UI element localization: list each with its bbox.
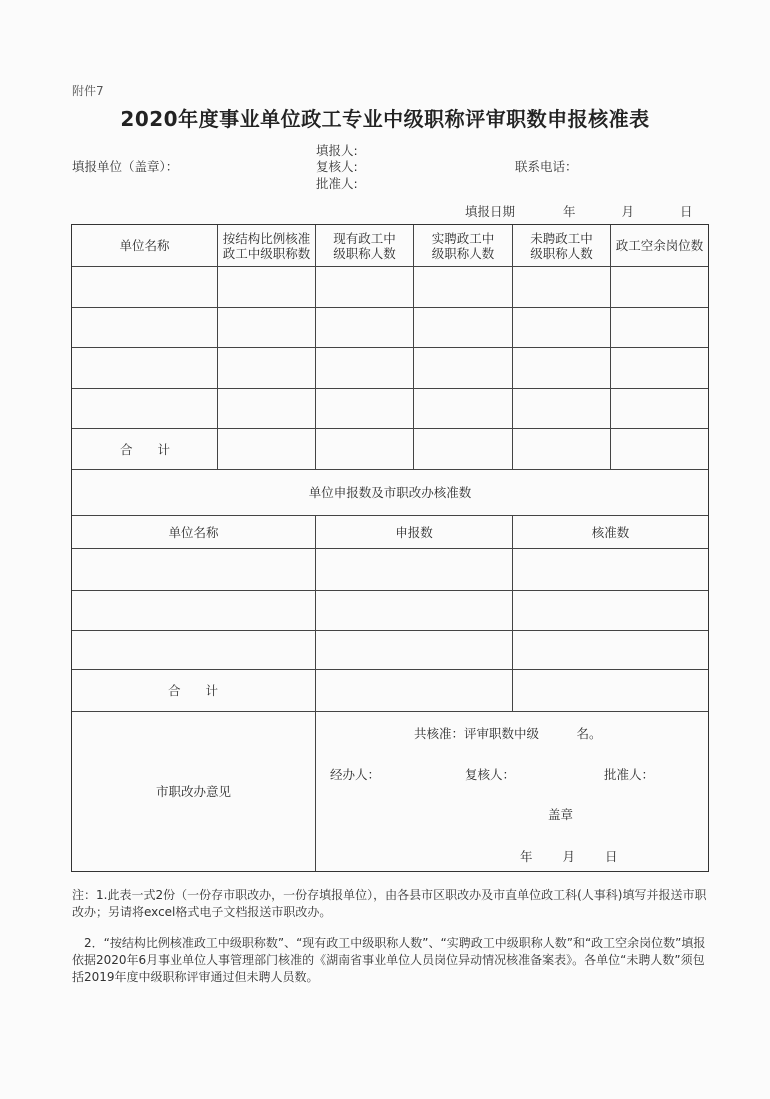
section-title: 单位申报数及市职改办核准数 (308, 485, 472, 500)
table-row[interactable] (72, 591, 708, 630)
approver-label: 批准人: (316, 176, 358, 191)
note-1: 注：1.此表一式2份（一份存市职改办，一份存填报单位），由各县市区职改办及市直单位政工科(人事科)填写并报送市职改办；另请将excel格式电子文档报送市职改办。 (72, 888, 707, 919)
date-day: 日 (679, 204, 693, 219)
phone-label: 联系电话： (515, 159, 578, 174)
filler-label: 填报人: (316, 143, 358, 158)
checker-label: 复核人: (316, 159, 358, 174)
opinion-date (520, 847, 617, 865)
header-existing-count: 现有政工中级职称人数 (333, 230, 396, 261)
note-2: 2．“按结构比例核准政工中级职称数”、“现有政工中级职称人数”、“实聘政工中级职称人数”和“政工空余岗位数”填报依据2020年6月事业单位人事管理部门核准的《湖南省事业单位人员岗位异动情况核准备案表》。各单位“未聘人数”须包括2019年度中级职称评审通过但未聘人员数。 (72, 936, 706, 984)
total-label: 合 计 (120, 441, 171, 457)
reviewer-label: 复核人： (465, 767, 516, 782)
seal-label: 盖章 (548, 807, 574, 822)
header-structure-approved: 按结构比例核准政工中级职称数 (222, 230, 311, 261)
approver-label-2: 批准人： (604, 767, 655, 782)
opinion-label: 市职改办意见 (155, 784, 231, 799)
table-row[interactable] (72, 348, 708, 388)
table-row[interactable] (72, 389, 708, 428)
date-year: 年 (562, 204, 576, 219)
total-label-2: 合 计 (168, 683, 219, 698)
header-declared: 申报数 (395, 524, 433, 540)
approved-count-text: 共核准：评审职数中级 名。 (414, 726, 602, 741)
table-row[interactable] (72, 267, 708, 307)
page-title: 2020年度事业单位政工专业中级职称评审职数申报核准表 (120, 107, 650, 131)
table-row[interactable] (72, 308, 708, 347)
reporting-unit-label: 填报单位（盖章）： (72, 159, 179, 174)
opinion-month: 月 (562, 849, 575, 864)
opinion-year: 年 (520, 849, 533, 864)
date-label: 填报日期 (465, 204, 516, 219)
header-vacant-posts: 政工空余岗位数 (615, 238, 704, 253)
table-row[interactable] (72, 631, 708, 669)
opinion-day: 日 (604, 849, 618, 864)
header-unit-name: 单位名称 (119, 238, 170, 253)
header-hired-count: 实聘政工中级职称人数 (431, 230, 495, 261)
table-row[interactable] (72, 549, 708, 590)
handler-label: 经办人： (330, 767, 381, 782)
attachment-label: 附件7 (72, 84, 104, 98)
approval-form-table (71, 224, 709, 872)
header-unhired-count: 未聘政工中级职称人数 (530, 230, 593, 261)
header-approved: 核准数 (591, 524, 630, 540)
report-date (465, 202, 692, 220)
date-month: 月 (621, 204, 634, 219)
header-unit-name-2: 单位名称 (168, 524, 219, 540)
